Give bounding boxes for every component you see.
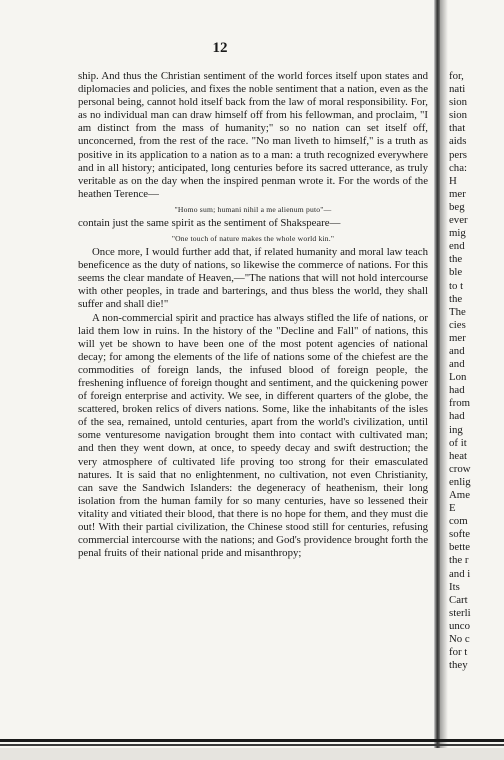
shakespeare-quote: "One touch of nature makes the whole world kin." [171, 234, 335, 244]
facing-page-line: com [449, 515, 468, 528]
facing-page-line: the r [449, 554, 469, 567]
paragraph-2: contain just the same spirit as the sentiment of Shakspeare— [78, 216, 341, 229]
facing-page-line: unco [449, 619, 470, 632]
paragraph-3: Once more, I would further add that, if related humanity and moral law teach beneficence as the duty of nations, so likewise the commerce of nations. For this seems the clear mandate of Heaven,—"The nations that will not hold intercourse with other peoples, in trade and barterings, and thus bless the world, they shall suffer and shall die!" [78, 246, 428, 311]
facing-page-line: E [449, 502, 456, 515]
facing-page-line: bette [449, 541, 470, 554]
page-number: 12 [212, 40, 228, 56]
facing-page-line: mer [449, 331, 466, 344]
facing-page-line: ble [449, 266, 463, 279]
paragraph-1: ship. And thus the Christian sentiment of the world forces itself upon states and diplomacies and policies, and fixes the noble sentiment that a nation, even as the personal being, cannot hold itself back from the law of moral responsibility. For, as no individual man can draw himself off from his fellowman, and proclaim, "I am distinct from the mass of humanity;" so no nation can set itself off, unconcerned, from the rest of the race. "No man liveth to himself," is a truth as positive in its application to a nation as to a man: a truth recognized everywhere and in all history; anticipated, long centuries before its sacred utterance, as truly veritable as on the day when the inspired penman wrote it. For the words of the heathen Terence— [78, 70, 428, 200]
bottom-band [0, 748, 504, 760]
facing-page-line: and i [449, 567, 471, 580]
gutter-shadow [440, 0, 448, 760]
facing-page-line: sion [449, 96, 467, 109]
facing-page-line: aids [449, 135, 467, 148]
facing-page-line: and [449, 344, 465, 357]
facing-page-line: Cart [449, 593, 468, 606]
facing-page-line: No c [449, 633, 470, 646]
facing-page-line: crow [449, 462, 471, 475]
facing-page-line: beg [449, 200, 465, 213]
facing-page-line: mig [449, 227, 466, 240]
facing-page-line: sion [449, 109, 467, 122]
facing-page-line: Ame [449, 489, 470, 501]
facing-page-line: the [449, 292, 463, 305]
facing-page-line: that [449, 122, 466, 135]
facing-page-line: had [449, 384, 465, 397]
facing-page-line: the [449, 253, 463, 266]
facing-page-line: and [449, 358, 465, 371]
facing-page-line: cies [449, 318, 466, 331]
facing-page-line: they [449, 659, 468, 672]
facing-page-line: from [449, 397, 470, 410]
bottom-rule-secondary [0, 744, 504, 746]
facing-page-line: enlig [449, 475, 471, 488]
facing-page-line: Lon [449, 371, 467, 384]
facing-page-line: for, [449, 70, 464, 82]
facing-page-fragment [449, 70, 504, 672]
facing-page-line: ing [449, 423, 463, 436]
facing-page-line: to t [449, 279, 464, 292]
facing-page-line: softe [449, 528, 470, 541]
terence-quote: "Homo sum; humani nihil a me alienum puto"— [174, 204, 332, 214]
facing-page-line: mer [449, 187, 466, 200]
body-text [78, 70, 428, 560]
facing-page-line: end [449, 240, 465, 253]
facing-page-line: Its [449, 580, 460, 593]
facing-page-line: The [449, 305, 466, 318]
facing-page-line: H [449, 174, 457, 187]
facing-page-line: cha: [449, 161, 467, 174]
facing-page-line: had [449, 410, 465, 423]
paragraph-4: A non-commercial spirit and practice has always stifled the life of nations, or laid them low in ruins. In the history of the "Decline and Fall" of nations, this will yet be shown to have been one of the most potent agencies of national decay; for among the elements of the life of nations some of the chiefest are the commodities of foreign lands, the infused blood of foreign people, the freshening influence of foreign thought and sentiment, and the quickening power of foreign enterprise and activity. We see, in different quarters of the globe, the scattered, broken relics of divers nations. Some, like the inhabitants of the isles of the sea, remained, untold centuries, apart from the world's civilization, until some venturesome navigation brought them into contact with cultivated man; and then they went down, at once, to speedy decay and swift destruction; the very atmosphere of cultivated life proving too strong for their emasculated natures. It is said that no enlightenment, no cultivation, not even Christianity, can save the Sandwich Islanders: the degeneracy of heathenism, their long isolation from the human family for so many centuries, have so lessened their vitality and vitiated their blood, that there is no hope for them, and they must die out! With their partial civilization, the Chinese stood still for centuries, refusing commercial intercourse with the nations; and God's providence brought forth the penal fruits of their national pride and misanthropy; [78, 311, 428, 560]
facing-page-line: sterli [449, 606, 471, 619]
facing-page-line: ever [449, 214, 468, 227]
facing-page-line: nati [449, 83, 466, 96]
facing-page-line: heat [449, 449, 467, 462]
facing-page-line: pers [449, 148, 467, 161]
facing-page-line: of it [449, 436, 467, 449]
bottom-rule [0, 739, 504, 742]
facing-page-line: for t [449, 646, 468, 659]
